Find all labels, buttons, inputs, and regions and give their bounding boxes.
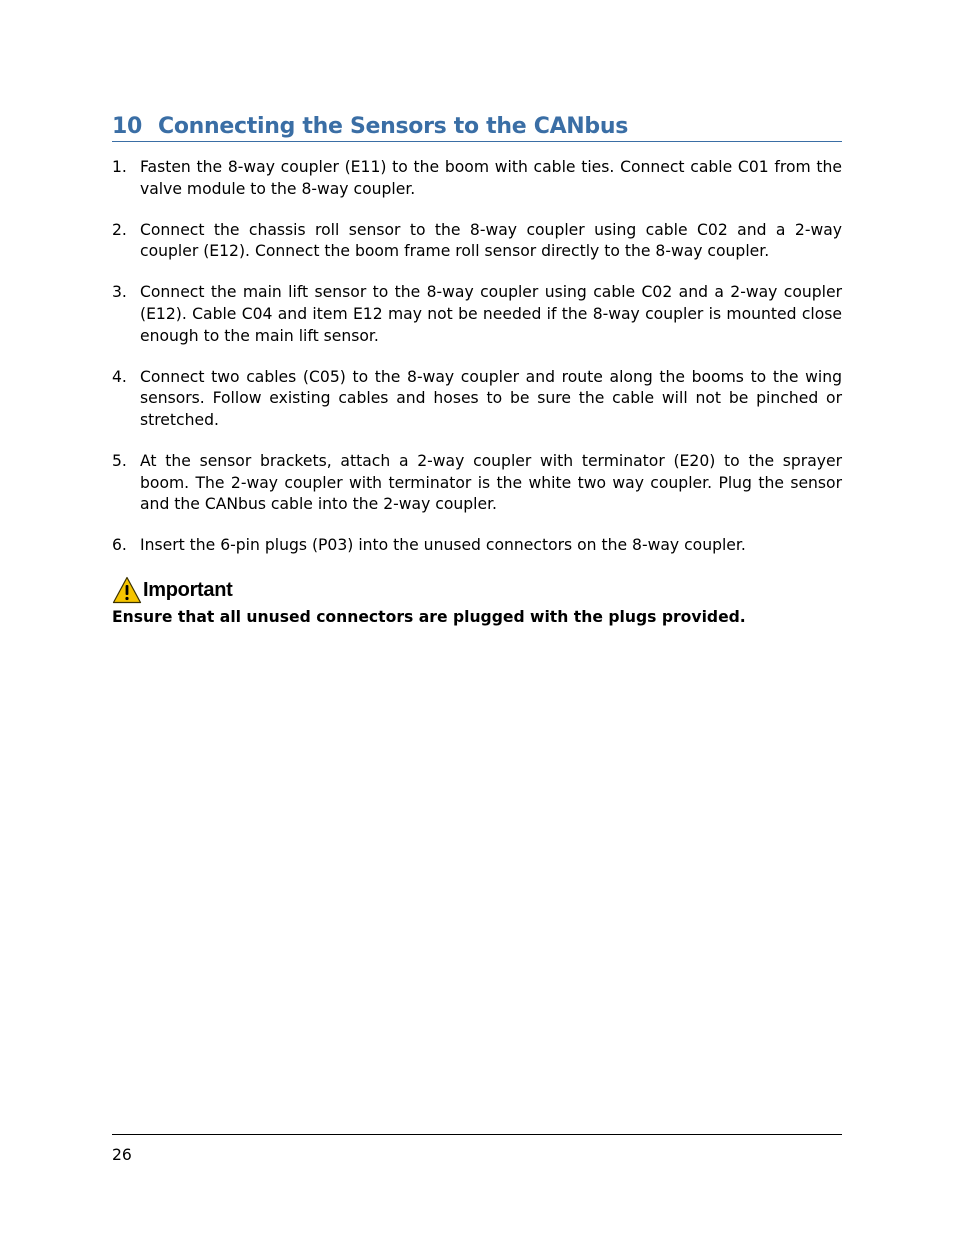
section-title: Connecting the Sensors to the CANbus (158, 114, 629, 139)
list-item (112, 157, 842, 200)
step-text: Fasten the 8-way coupler (E11) to the boom with cable ties. Connect cable C01 from the valve module to the 8-way coupler. (140, 158, 842, 198)
important-callout (112, 576, 233, 604)
step-number: 2. (112, 220, 127, 239)
list-item (112, 451, 842, 516)
step-number: 1. (112, 158, 127, 176)
steps-list (112, 157, 842, 576)
step-number: 4. (112, 367, 127, 386)
step-number: 3. (112, 283, 127, 302)
step-number: 5. (112, 451, 127, 470)
warning-triangle-icon (112, 576, 142, 604)
step-number: 6. (112, 536, 127, 555)
footer-divider (112, 1134, 842, 1135)
step-text: Connect the chassis roll sensor to the 8-way coupler using cable C02 and a 2-way coupler (E12). Connect the boom frame roll sensor directly to the 8-way coupler. (140, 220, 842, 261)
list-item (112, 282, 842, 347)
document-page (112, 0, 842, 1235)
step-text: Insert the 6-pin plugs (P03) into the unused connectors on the 8-way coupler. (140, 536, 746, 555)
important-note: Ensure that all unused connectors are plugged with the plugs provided. (112, 608, 746, 626)
list-item (112, 535, 842, 557)
step-text: Connect two cables (C05) to the 8-way coupler and route along the booms to the wing sensors. Follow existing cables and hoses to be sure the cable will not be pinched or stretched. (140, 367, 842, 429)
section-heading (112, 112, 842, 142)
important-label: Important (143, 578, 233, 601)
list-item (112, 220, 842, 263)
section-number: 10 (112, 114, 143, 139)
step-text: At the sensor brackets, attach a 2-way coupler with terminator (E20) to the sprayer boom. The 2-way coupler with terminator is the white two way coupler. Plug the sensor and the CANbus cable into the 2-way coupler. (140, 451, 842, 514)
list-item (112, 367, 842, 432)
page-number: 26 (112, 1146, 132, 1164)
step-text: Connect the main lift sensor to the 8-way coupler using cable C02 and a 2-way coupler (E12). Cable C04 and item E12 may not be needed if the 8-way coupler is mounted close enough to the main lift sensor. (140, 283, 842, 345)
